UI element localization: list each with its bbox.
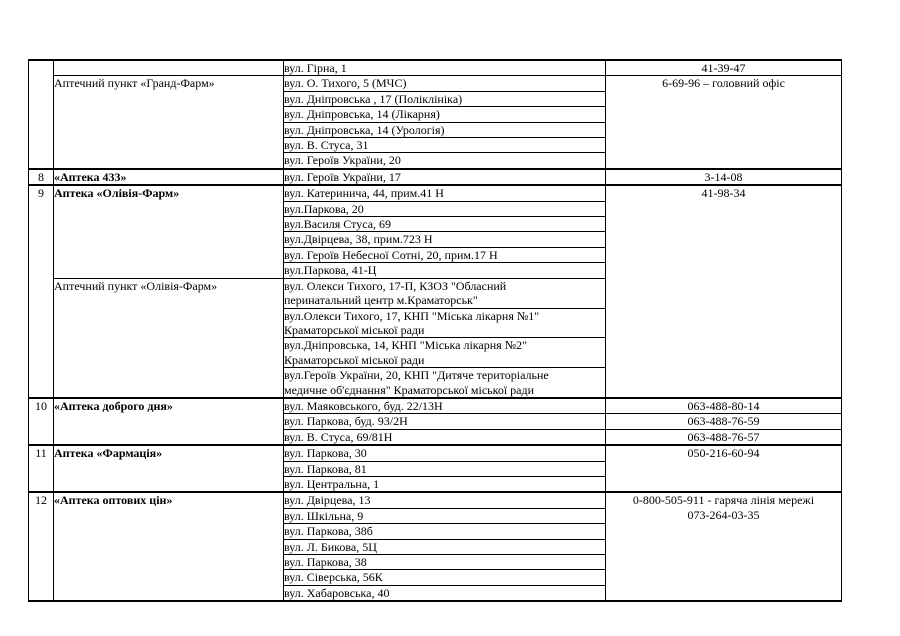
address-cell: вул. В. Стуса, 31 <box>284 138 606 153</box>
address-cell: вул. Паркова, 81 <box>284 461 606 476</box>
address-cell: вул. Центральна, 1 <box>284 476 606 492</box>
address-cell: вул. Паркова, 38б <box>284 524 606 539</box>
phone-cell: 6-69-96 – головний офіс <box>606 76 842 169</box>
pharmacy-name-cell: «Аптека оптових цін» <box>54 492 284 601</box>
address-cell: вул. Героїв України, 20 <box>284 153 606 169</box>
table-row <box>29 492 842 508</box>
address-cell: вул. Гірна, 1 <box>284 60 606 76</box>
address-line: Краматорської міської ради <box>284 322 425 337</box>
row-number-cell <box>29 60 54 169</box>
address-cell <box>284 278 606 308</box>
address-cell: вул. Шкільна, 9 <box>284 508 606 523</box>
address-cell: вул.Паркова, 20 <box>284 201 606 216</box>
address-line: вул. Олекси Тихого, 17-П, КЗОЗ "Обласний <box>284 278 507 293</box>
address-cell <box>284 308 606 338</box>
address-cell: вул.Василя Стуса, 69 <box>284 217 606 232</box>
table-row <box>29 185 842 201</box>
phone-cell: 050-216-60-94 <box>606 445 842 492</box>
pharmacy-name-cell: Аптека «Олівія-Фарм» <box>54 185 284 278</box>
pharmacy-table <box>28 59 842 602</box>
address-line: вул.Героїв України, 20, КНП "Дитяче територіальне <box>284 368 549 383</box>
pharmacy-name-cell: «Аптека доброго дня» <box>54 398 284 445</box>
row-number-cell: 10 <box>29 398 54 445</box>
address-cell: вул. Героїв України, 17 <box>284 169 606 185</box>
phone-cell: 063-488-76-57 <box>606 429 842 445</box>
table-row <box>29 76 842 91</box>
phone-cell <box>606 492 842 601</box>
address-cell <box>284 368 606 398</box>
phone-line: 073-264-03-35 <box>687 507 760 522</box>
address-cell: вул. Маяковського, буд. 22/13Н <box>284 398 606 414</box>
pharmacy-name-cell <box>54 60 284 76</box>
pharmacy-name-cell: Аптека «Фармація» <box>54 445 284 492</box>
table-row <box>29 60 842 76</box>
address-line: вул.Дніпровська, 14, КНП "Міська лікарня №2" <box>284 338 528 353</box>
phone-line: 0-800-505-911 - гаряча лінія мережі <box>632 493 815 508</box>
phone-cell: 063-488-76-59 <box>606 414 842 429</box>
address-cell: вул. Хабаровська, 40 <box>284 585 606 601</box>
address-cell: вул. Катеринича, 44, прим.41 Н <box>284 185 606 201</box>
address-cell: вул. Двірцева, 13 <box>284 492 606 508</box>
address-line: вул.Олекси Тихого, 17, КНП "Міська лікарня №1" <box>284 308 540 323</box>
address-cell: вул. Дніпровська, 14 (Лікарня) <box>284 107 606 122</box>
address-cell: вул. Паркова, 30 <box>284 445 606 461</box>
phone-cell: 41-39-47 <box>606 60 842 76</box>
address-cell <box>284 338 606 368</box>
table-row <box>29 445 842 461</box>
pharmacy-name-cell: «Аптека 433» <box>54 169 284 185</box>
address-cell: вул. Дніпровська , 17 (Поліклініка) <box>284 91 606 106</box>
address-cell: вул. О. Тихого, 5 (МЧС) <box>284 76 606 91</box>
address-cell: вул. Дніпровська, 14 (Урологія) <box>284 122 606 137</box>
address-cell: вул.Паркова, 41-Ц <box>284 263 606 278</box>
address-line: Краматорської міської ради <box>284 352 425 367</box>
row-number-cell: 9 <box>29 185 54 398</box>
pharmacy-name-cell: Аптечний пункт «Олівія-Фарм» <box>54 278 284 398</box>
address-cell: вул. В. Стуса, 69/81Н <box>284 429 606 445</box>
row-number-cell: 12 <box>29 492 54 601</box>
pharmacy-name-cell: Аптечний пункт «Гранд-Фарм» <box>54 76 284 169</box>
address-cell: вул. Героїв Небесної Сотні, 20, прим.17 Н <box>284 247 606 262</box>
table-row <box>29 398 842 414</box>
address-cell: вул.Двірцева, 38, прим.723 Н <box>284 232 606 247</box>
address-cell: вул. Паркова, буд. 93/2Н <box>284 414 606 429</box>
address-line: перинатальний центр м.Краматорськ" <box>284 293 478 308</box>
phone-cell: 063-488-80-14 <box>606 398 842 414</box>
address-cell: вул. Паркова, 38 <box>284 555 606 570</box>
address-cell: вул. Сіверська, 56К <box>284 570 606 585</box>
row-number-cell: 11 <box>29 445 54 492</box>
phone-cell: 41-98-34 <box>606 185 842 398</box>
address-cell: вул. Л. Бикова, 5Ц <box>284 539 606 554</box>
table-row <box>29 169 842 185</box>
phone-cell: 3-14-08 <box>606 169 842 185</box>
row-number-cell: 8 <box>29 169 54 185</box>
address-line: медичне об'єднання" Краматорської міської ради <box>284 382 535 397</box>
